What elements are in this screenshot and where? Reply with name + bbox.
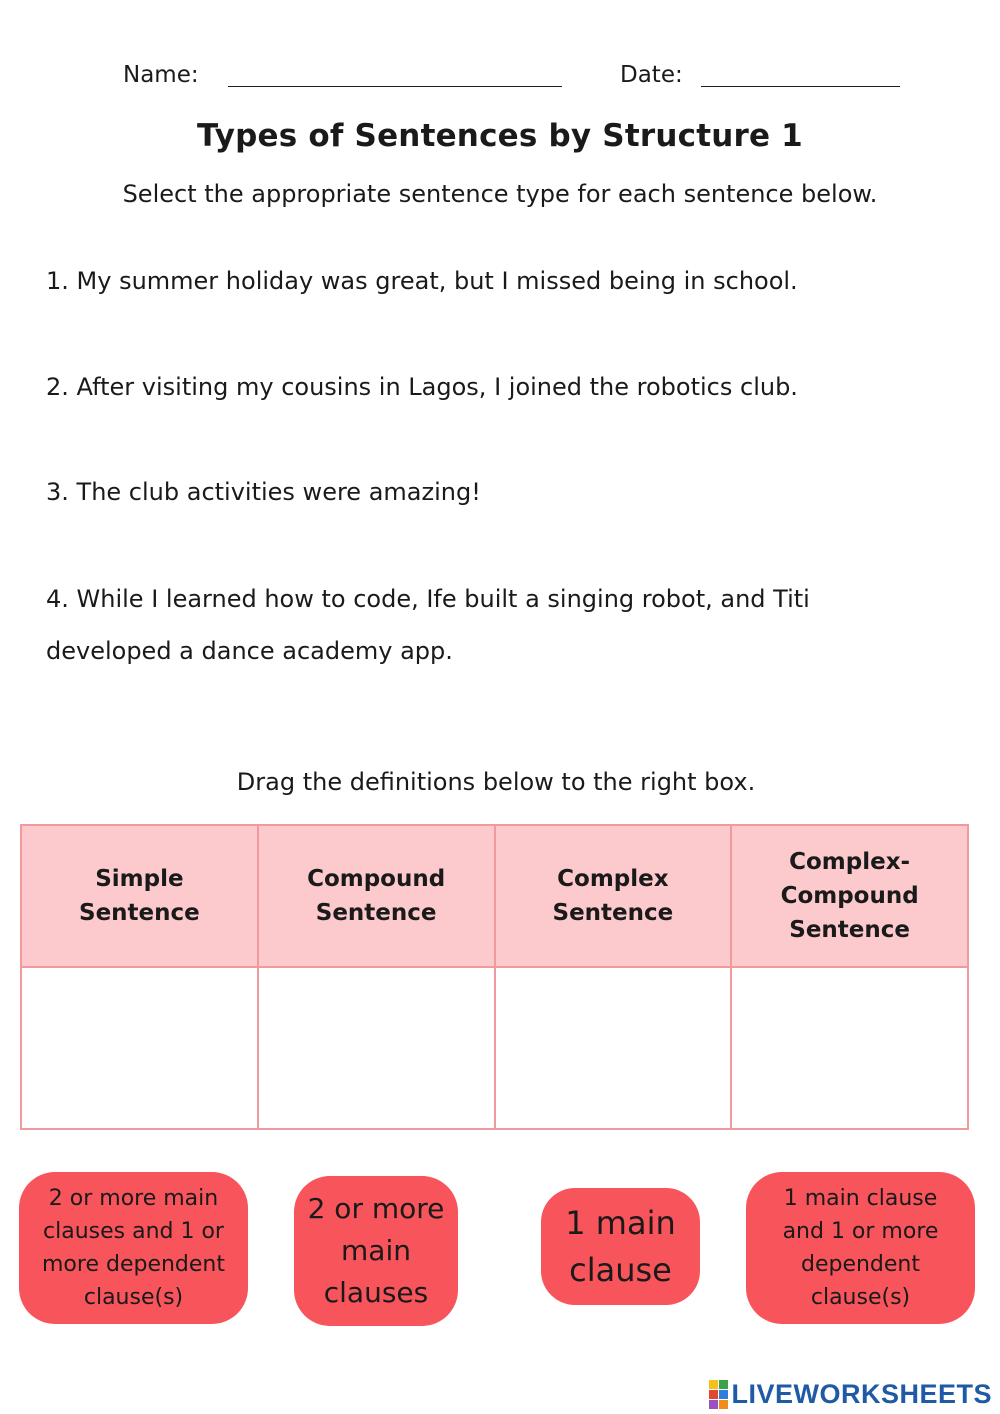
table-drop-row xyxy=(21,967,968,1129)
instruction-select: Select the appropriate sentence type for each sentence below. xyxy=(122,180,878,208)
date-label: Date: xyxy=(620,62,683,88)
classification-table xyxy=(20,824,969,1130)
question-4: 4. While I learned how to code, Ife built a singing robot, and Titi developed a dance academy app. xyxy=(46,585,810,665)
chip-compound-definition[interactable]: 2 or more main clauses xyxy=(294,1176,458,1326)
liveworksheets-logo xyxy=(709,1376,992,1412)
table-header-row xyxy=(21,825,968,967)
drop-box-simple[interactable] xyxy=(21,967,258,1129)
page-title: Types of Sentences by Structure 1 xyxy=(197,118,803,154)
header-compound-sentence: Compound Sentence xyxy=(258,825,495,967)
drop-box-complex[interactable] xyxy=(495,967,732,1129)
logo-text: LIVEWORKSHEETS xyxy=(731,1378,992,1409)
question-1: 1. My summer holiday was great, but I missed being in school. xyxy=(46,267,798,295)
question-3: 3. The club activities were amazing! xyxy=(46,478,481,506)
date-field[interactable] xyxy=(701,86,900,87)
header-complex-sentence: Complex Sentence xyxy=(495,825,732,967)
drop-box-complex-compound[interactable] xyxy=(731,967,968,1129)
header-simple-sentence: Simple Sentence xyxy=(21,825,258,967)
question-2: 2. After visiting my cousins in Lagos, I joined the robotics club. xyxy=(46,373,798,401)
instruction-drag: Drag the definitions below to the right box. xyxy=(236,768,756,796)
name-label: Name: xyxy=(123,62,199,88)
chip-complex-definition[interactable]: 1 main clause and 1 or more dependent clause(s) xyxy=(746,1172,975,1324)
chip-simple-definition[interactable]: 1 main clause xyxy=(541,1188,700,1305)
name-field[interactable] xyxy=(228,86,562,87)
logo-grid-icon xyxy=(709,1380,728,1409)
chip-complex-compound-definition[interactable]: 2 or more main clauses and 1 or more dependent clause(s) xyxy=(19,1172,248,1324)
header-complex-compound-sentence: Complex-Compound Sentence xyxy=(731,825,968,967)
drop-box-compound[interactable] xyxy=(258,967,495,1129)
